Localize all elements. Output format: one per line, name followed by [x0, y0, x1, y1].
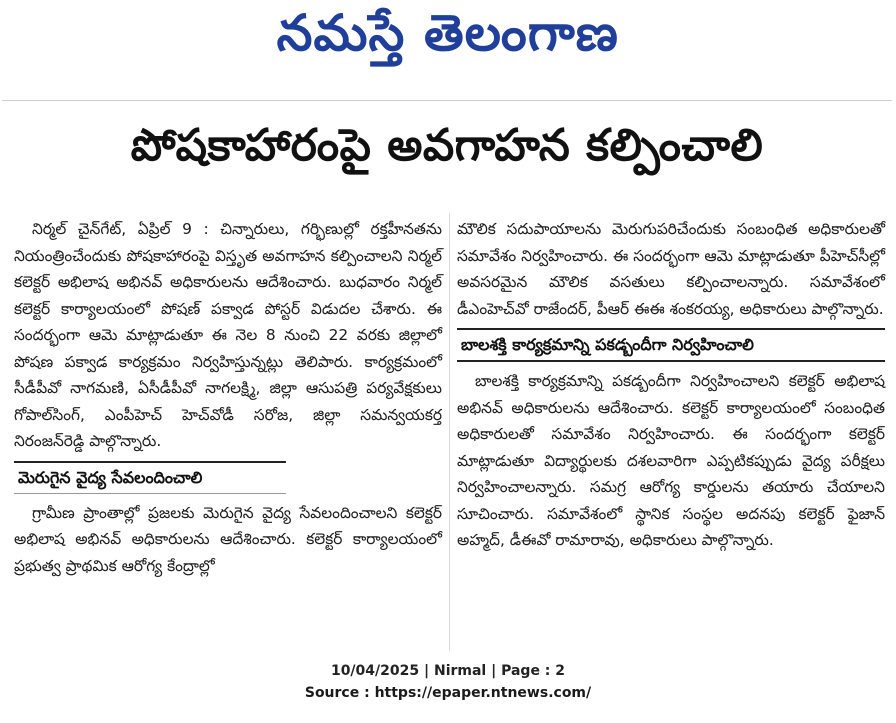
masthead: [0, 0, 896, 78]
newspaper-logo: నమస్తే తెలంగాణ: [276, 3, 620, 62]
source-link[interactable]: Source : https://epaper.ntnews.com/: [304, 685, 592, 701]
column-divider: [449, 213, 450, 651]
edition-info: 10/04/2025 | Nirmal | Page : 2: [330, 663, 566, 679]
article-headline: పోషకాహారంపై అవగాహన కల్పించాలి: [130, 120, 764, 171]
article-column-left: [14, 216, 442, 579]
article-subheading: బాలశక్తి కార్యక్రమాన్ని పకడ్బందీగా నిర్వహించాలి: [457, 328, 885, 362]
article-paragraph: నిర్మల్ చైన్‌గేట్, ఏప్రిల్ 9 : చిన్నారులు, గర్భిణుల్లో రక్తహీనతను నియంత్రించేందుకు పోషకాహారంపై విస్తృత అవగాహన కల్పించాలని నిర్మల్ కలెక్టర్ అభిలాష అభినవ్ అధికారులను ఆదేశించారు. బుధవారం నిర్మల్ కలెక్టర్ కార్యాలయంలో పోషణ్ పక్వాడ పోస్టర్ విడుదల చేశారు. ఈ సందర్భంగా ఆమె మాట్లాడుతూ ఈ నెల 8 నుంచి 22 వరకు జిల్లాలో పోషణ పక్వాడ కార్యక్రమం నిర్వహిస్తున్నట్లు తెలిపారు. కార్యక్రమంలో సీడీపీవో నాగమణి, ఏసీడీపీవో నాగలక్ష్మి, జిల్లా ఆసుపత్రి పర్యవేక్షకులు గోపాల్‌సింగ్, ఎంపీహెచ్ హెచ్‌వోడీ సరోజ, జిల్లా సమన్వయకర్త నిరంజన్‌రెడ్డి పాల్గొన్నారు.: [14, 220, 442, 450]
article-subheading: మెరుగైన వైద్య సేవలందించాలి: [14, 461, 286, 494]
news-article: [2, 100, 892, 651]
article-paragraph: గ్రామీణ ప్రాంతాల్లో ప్రజలకు మెరుగైన వైద్య సేవలందించాలని కలెక్టర్ అభిలాష అభినవ్ అధికారులను ఆదేశించారు. కలెక్టర్ కార్యాలయంలో ప్రభుత్వ ప్రాథమిక ఆరోగ్య కేంద్రాల్లో: [14, 503, 442, 575]
article-paragraph: బాలశక్తి కార్యక్రమాన్ని పకడ్బందీగా నిర్వహించాలని కలెక్టర్ అభిలాష అభినవ్ అధికారులను ఆదేశించారు. కలెక్టర్ కార్యాలయంలో సంబంధిత అధికారులతో సమావేశం నిర్వహించారు. ఈ సందర్భంగా కలెక్టర్ మాట్లాడుతూ విద్యార్థులకు దశలవారిగా ఎప్పటికప్పుడు వైద్య పరీక్షలు నిర్వహించాలన్నారు. సమగ్ర ఆరోగ్య కార్డులను తయారు చేయాలని సూచించారు. సమావేశంలో స్థానిక సంస్థల అదనపు కలెక్టర్ ఫైజాన్ అహ్మద్, డీఈవో రామారావు, అధికారులు పాల్గొన్నారు.: [457, 372, 885, 549]
article-paragraph: మౌలిక సదుపాయాలను మెరుగుపరిచేందుకు సంబంధిత అధికారులతో సమావేశం నిర్వహించారు. ఈ సందర్భంగా ఆమె మాట్లాడుతూ పీహెచ్‌సీల్లో అవసరమైన మౌలిక వసతులు కల్పించాలన్నారు. సమావేశంలో డీఎంహెచ్‌వో రాజేందర్, పీఆర్ ఈఈ శంకరయ్య, అధికారులు పాల్గొన్నారు.: [457, 220, 885, 318]
article-column-right: [457, 216, 885, 554]
page-footer: [0, 660, 896, 704]
